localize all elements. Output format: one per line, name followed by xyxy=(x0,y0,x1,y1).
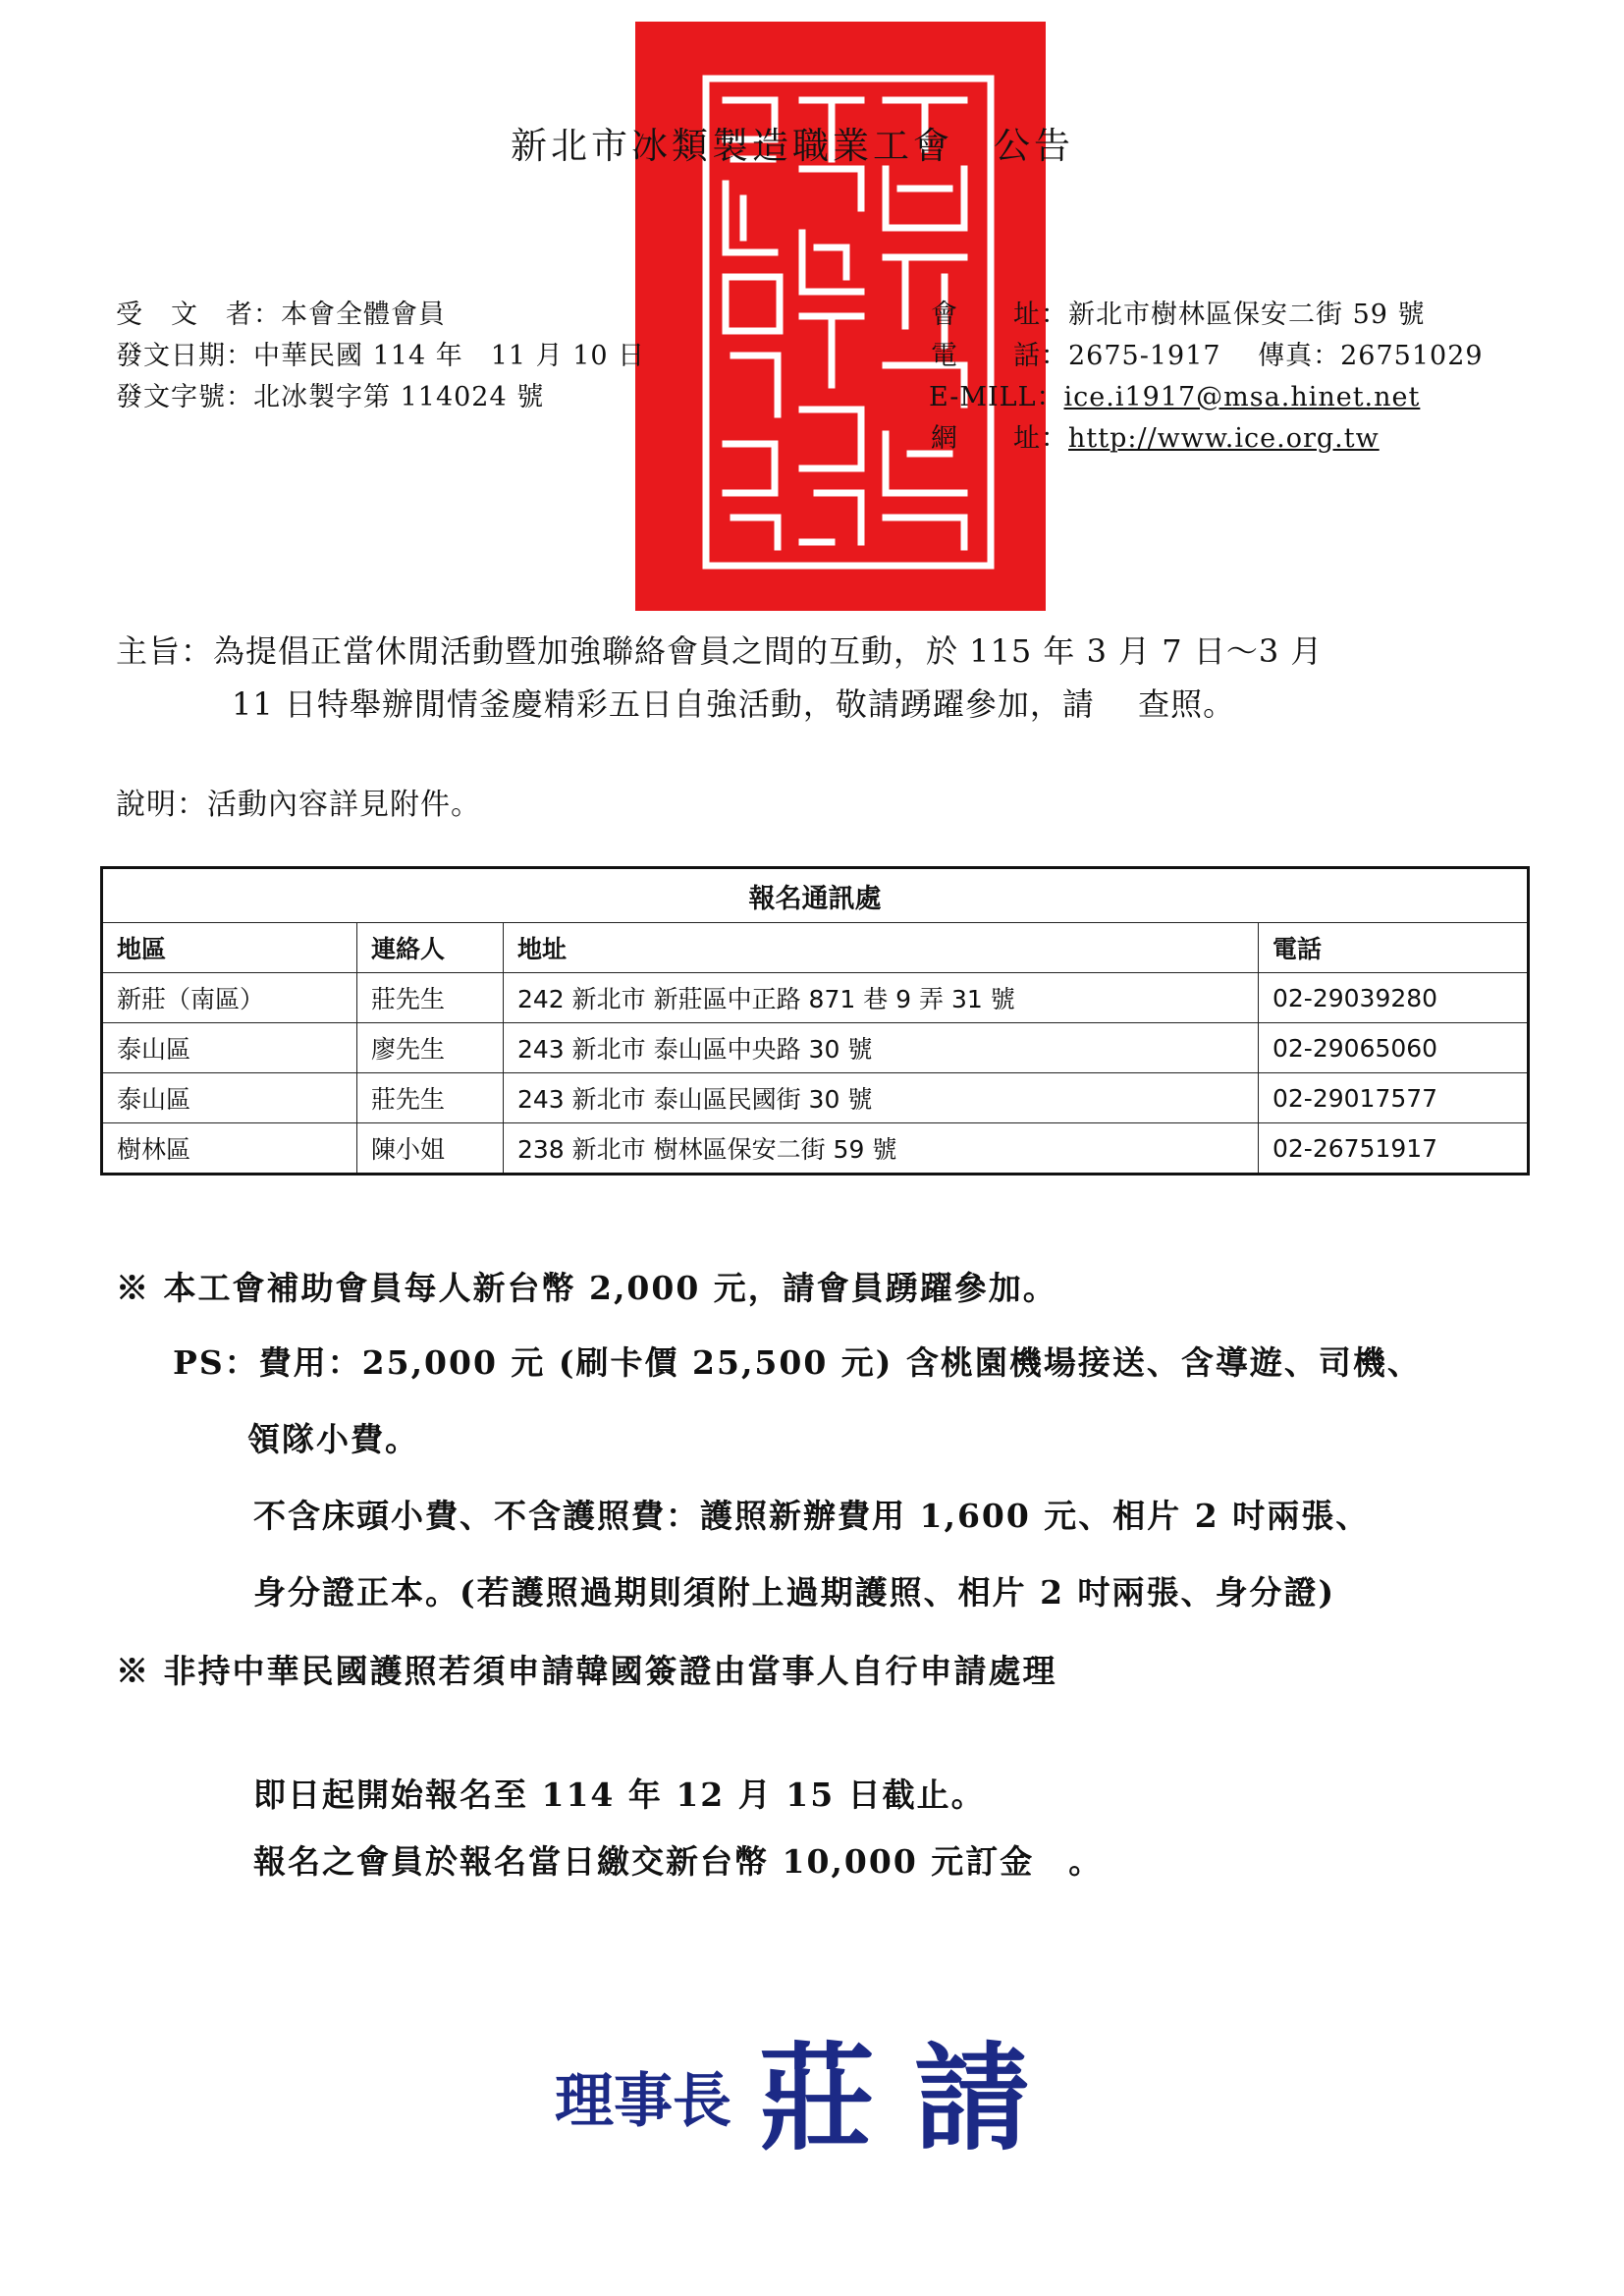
subject-block xyxy=(116,625,1510,731)
cell-contact: 廖先生 xyxy=(357,1023,504,1073)
ps-line-4: 身分證正本。(若護照過期則須附上過期護照、相片 2 吋兩張、身分證) xyxy=(253,1573,1336,1612)
date-label: 發文日期： xyxy=(116,341,253,371)
web-line xyxy=(931,416,1380,455)
table-row xyxy=(102,973,1529,1023)
table-row xyxy=(102,1123,1529,1175)
table-row xyxy=(102,1023,1529,1073)
phone-value: 2675-1917 傳真：26751029 xyxy=(1068,341,1484,371)
table-header-row xyxy=(102,923,1529,973)
web-link[interactable]: http://www.ice.org.tw xyxy=(1068,423,1380,454)
table-title: 報名通訊處 xyxy=(102,868,1529,923)
signature-name: 莊請 xyxy=(759,2030,1070,2166)
email-link[interactable]: ice.i1917@msa.hinet.net xyxy=(1063,382,1421,412)
cell-region: 泰山區 xyxy=(102,1023,357,1073)
cell-address: 243 新北市 泰山區中央路 30 號 xyxy=(504,1023,1259,1073)
deadline-note: 即日起開始報名至 114 年 12 月 15 日截止。 xyxy=(253,1776,986,1814)
cell-address: 242 新北市 新莊區中正路 871 巷 9 弄 31 號 xyxy=(504,973,1259,1023)
ps-line-1: PS：費用：25,000 元 (刷卡價 25,500 元) 含桃園機場接送、含導遊、司機、 xyxy=(173,1343,1422,1382)
header-contact: 連絡人 xyxy=(357,923,504,973)
email-label: E-MILL： xyxy=(929,382,1064,412)
recipient-label: 受 文 者： xyxy=(116,300,281,330)
date-value: 中華民國 114 年 11 月 10 日 xyxy=(253,341,646,371)
ps-line-3: 不含床頭小費、不含護照費：護照新辦費用 1,600 元、相片 2 吋兩張、 xyxy=(253,1497,1371,1535)
cell-region: 泰山區 xyxy=(102,1073,357,1123)
cell-contact: 莊先生 xyxy=(357,1073,504,1123)
deposit-note: 報名之會員於報名當日繳交新台幣 10,000 元訂金 。 xyxy=(253,1842,1104,1881)
date-line xyxy=(116,334,645,372)
cell-phone: 02-26751917 xyxy=(1259,1123,1529,1175)
address-value: 新北市樹林區保安二街 59 號 xyxy=(1068,300,1426,330)
cell-region: 新莊（南區） xyxy=(102,973,357,1023)
email-line xyxy=(929,375,1420,413)
header-phone: 電話 xyxy=(1259,923,1529,973)
cell-contact: 莊先生 xyxy=(357,973,504,1023)
cell-phone: 02-29039280 xyxy=(1259,973,1529,1023)
cell-contact: 陳小姐 xyxy=(357,1123,504,1175)
number-value: 北冰製字第 114024 號 xyxy=(253,382,545,412)
description: 說明：活動內容詳見附件。 xyxy=(116,788,481,822)
cell-address: 238 新北市 樹林區保安二街 59 號 xyxy=(504,1123,1259,1175)
header-address: 地址 xyxy=(504,923,1259,973)
registration-table xyxy=(100,866,1530,1175)
recipient-line xyxy=(116,293,446,331)
phone-line xyxy=(931,334,1484,372)
visa-note: ※ 非持中華民國護照若須申請韓國簽證由當事人自行申請處理 xyxy=(116,1652,1057,1690)
ps-line-2: 領隊小費。 xyxy=(247,1420,419,1458)
notice-title: 新北市冰類製造職業工會 公告 xyxy=(511,125,1074,167)
web-label: 網 址： xyxy=(931,423,1068,454)
cell-region: 樹林區 xyxy=(102,1123,357,1175)
number-label: 發文字號： xyxy=(116,382,253,412)
cell-address: 243 新北市 泰山區民國街 30 號 xyxy=(504,1073,1259,1123)
cell-phone: 02-29017577 xyxy=(1259,1073,1529,1123)
number-line xyxy=(116,375,544,413)
table-title-row xyxy=(102,868,1529,923)
signature-title: 理事長 xyxy=(555,2067,731,2136)
phone-label: 電 話： xyxy=(931,341,1068,371)
subject-line-1: 主旨：為提倡正當休閒活動暨加強聯絡會員之間的互動，於 115 年 3 月 7 日～3 月 xyxy=(116,632,1324,670)
subject-line-2: 11 日特舉辦閒情釜慶精彩五日自強活動，敬請踴躍參加，請 查照。 xyxy=(232,685,1236,723)
header-region: 地區 xyxy=(102,923,357,973)
recipient-value: 本會全體會員 xyxy=(281,300,446,330)
address-line xyxy=(931,293,1426,331)
table-row xyxy=(102,1073,1529,1123)
subsidy-note: ※ 本工會補助會員每人新台幣 2,000 元，請會員踴躍參加。 xyxy=(116,1269,1057,1307)
chairman-signature-stamp xyxy=(555,2005,1069,2172)
address-label: 會 址： xyxy=(931,300,1068,330)
cell-phone: 02-29065060 xyxy=(1259,1023,1529,1073)
